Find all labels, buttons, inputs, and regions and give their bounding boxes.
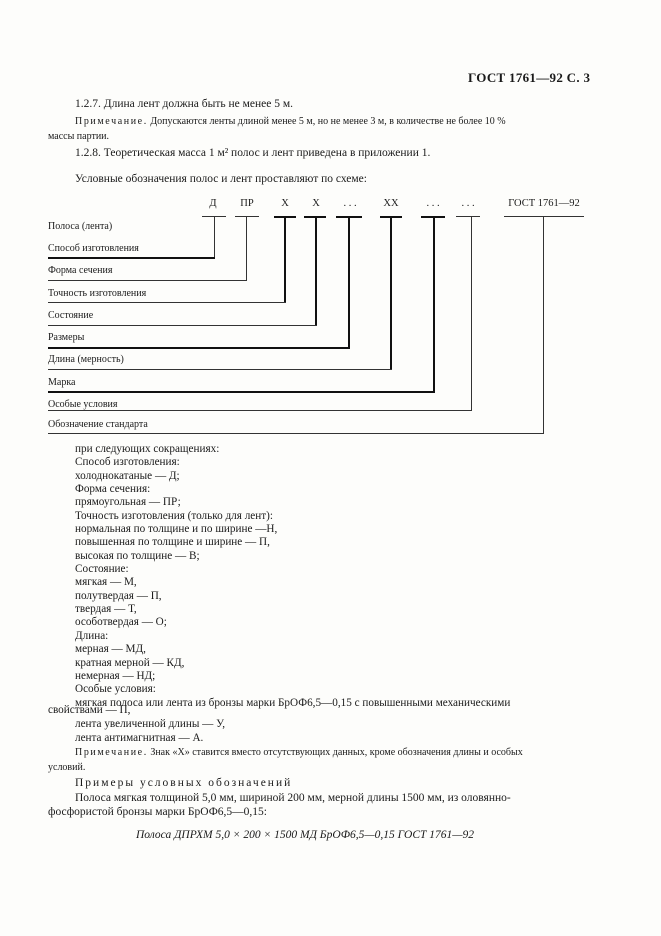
code-section: ПР	[240, 198, 254, 209]
list-item: особотвердая — О;	[75, 616, 167, 629]
list-item: Форма сечения:	[75, 483, 151, 496]
note-2-label: Примечание.	[75, 747, 148, 758]
rule-state	[48, 325, 317, 326]
underline-standard	[504, 216, 584, 217]
label-manufacturing: Способ изготовления	[48, 243, 139, 254]
code-grade: ХХ	[383, 198, 399, 209]
label-strip: Полоса (лента)	[48, 221, 113, 232]
note-2	[75, 747, 523, 758]
list-item: твердая — Т,	[75, 603, 137, 616]
connector-special	[471, 217, 472, 410]
connector-state	[315, 217, 317, 325]
underline-special	[456, 216, 480, 217]
label-length: Длина (мерность)	[48, 354, 124, 365]
note-2-text: Знак «Х» ставится вместо отсутствующих данных, кроме обозначения длины и особых	[150, 747, 523, 758]
scheme-intro: Условные обозначения полос и лент проставляют по схеме:	[75, 173, 367, 185]
page-header: ГОСТ 1761—92 С. 3	[468, 70, 591, 85]
list-item: Особые условия:	[75, 683, 156, 696]
label-sizes: Размеры	[48, 332, 85, 343]
note-1-text: Допускаются ленты длиной менее 5 м, но не менее 3 м, в количестве не более 10 %	[150, 116, 506, 127]
list-item: Длина:	[75, 629, 109, 642]
list-item: высокая по толщине — В;	[75, 549, 200, 562]
list-item: немерная — НД;	[75, 669, 156, 682]
rule-standard	[48, 433, 544, 434]
rule-precision	[48, 302, 286, 303]
connector-precision	[284, 217, 286, 302]
code-standard: ГОСТ 1761—92	[508, 198, 580, 209]
example-designation: Полоса ДПРХМ 5,0 × 200 × 1500 МД БрОФ6,5—0,15 ГОСТ 1761—92	[136, 829, 474, 841]
label-grade: Марка	[48, 377, 76, 388]
code-sizes: . . .	[343, 198, 357, 209]
list-item: холоднокатаные — Д;	[75, 469, 180, 482]
label-special: Особые условия	[48, 399, 118, 410]
connector-manufacturing	[214, 217, 215, 258]
rule-manufacturing	[48, 257, 215, 259]
code-precision: Х	[281, 198, 289, 209]
note-1-label: Примечание.	[75, 116, 148, 127]
code-length: . . .	[426, 198, 440, 209]
code-special: . . .	[461, 198, 475, 209]
example-description: Полоса мягкая толщиной 5,0 мм, шириной 200 мм, мерной длины 1500 мм, из оловянно-	[75, 792, 511, 804]
list-item: мерная — МД,	[75, 643, 146, 656]
list-item: мягкая полоса или лента из бронзы марки БрОФ6,5—0,15 с повышенными механическими	[75, 696, 511, 709]
rule-section	[48, 280, 247, 281]
label-standard: Обозначение стандарта	[48, 419, 148, 430]
underline-section	[235, 216, 259, 217]
clause-1-2-8: 1.2.8. Теоретическая масса 1 м² полос и лент приведена в приложении 1.	[75, 147, 431, 159]
list-item: нормальная по толщине и по ширине —Н,	[75, 523, 278, 536]
example-description-continuation: фосфористой бронзы марки БрОФ6,5—0,15:	[48, 806, 267, 818]
note-2-continuation: условий.	[48, 762, 86, 773]
rule-special	[48, 410, 472, 411]
special-item-long: лента увеличенной длины — У,	[75, 718, 226, 730]
clause-1-2-7: 1.2.7. Длина лент должна быть не менее 5 м.	[75, 98, 294, 110]
label-section: Форма сечения	[48, 265, 113, 276]
list-item: при следующих сокращениях:	[75, 443, 220, 455]
connector-standard	[543, 217, 544, 434]
list-item: кратная мерной — КД,	[75, 656, 185, 669]
list-item: мягкая — М,	[75, 576, 137, 589]
examples-title: Примеры условных обозначений	[75, 777, 293, 789]
special-continuation: свойствами — П,	[48, 704, 131, 716]
connector-length	[433, 217, 435, 392]
code-state: Х	[312, 198, 320, 209]
rule-length	[48, 369, 392, 370]
list-item: Состояние:	[75, 563, 129, 576]
list-item: повышенная по толщине и ширине — П,	[75, 536, 270, 549]
label-state: Состояние	[48, 310, 94, 321]
special-item-antimagnetic: лента антимагнитная — А.	[75, 732, 204, 744]
label-precision: Точность изготовления	[48, 288, 147, 299]
abbreviation-list	[75, 443, 510, 710]
rule-sizes	[48, 347, 350, 349]
connector-section	[246, 217, 247, 280]
connector-grade	[390, 217, 392, 370]
list-item: полутвердая — П,	[75, 589, 162, 602]
note-1	[75, 116, 506, 127]
connector-sizes	[348, 217, 350, 348]
list-item: Точность изготовления (только для лент):	[75, 509, 273, 522]
rule-grade	[48, 391, 435, 393]
list-item: прямоугольная — ПР;	[75, 496, 181, 509]
code-manufacturing: Д	[209, 198, 217, 209]
note-1-continuation: массы партии.	[48, 131, 110, 142]
list-item: Способ изготовления:	[75, 456, 180, 469]
